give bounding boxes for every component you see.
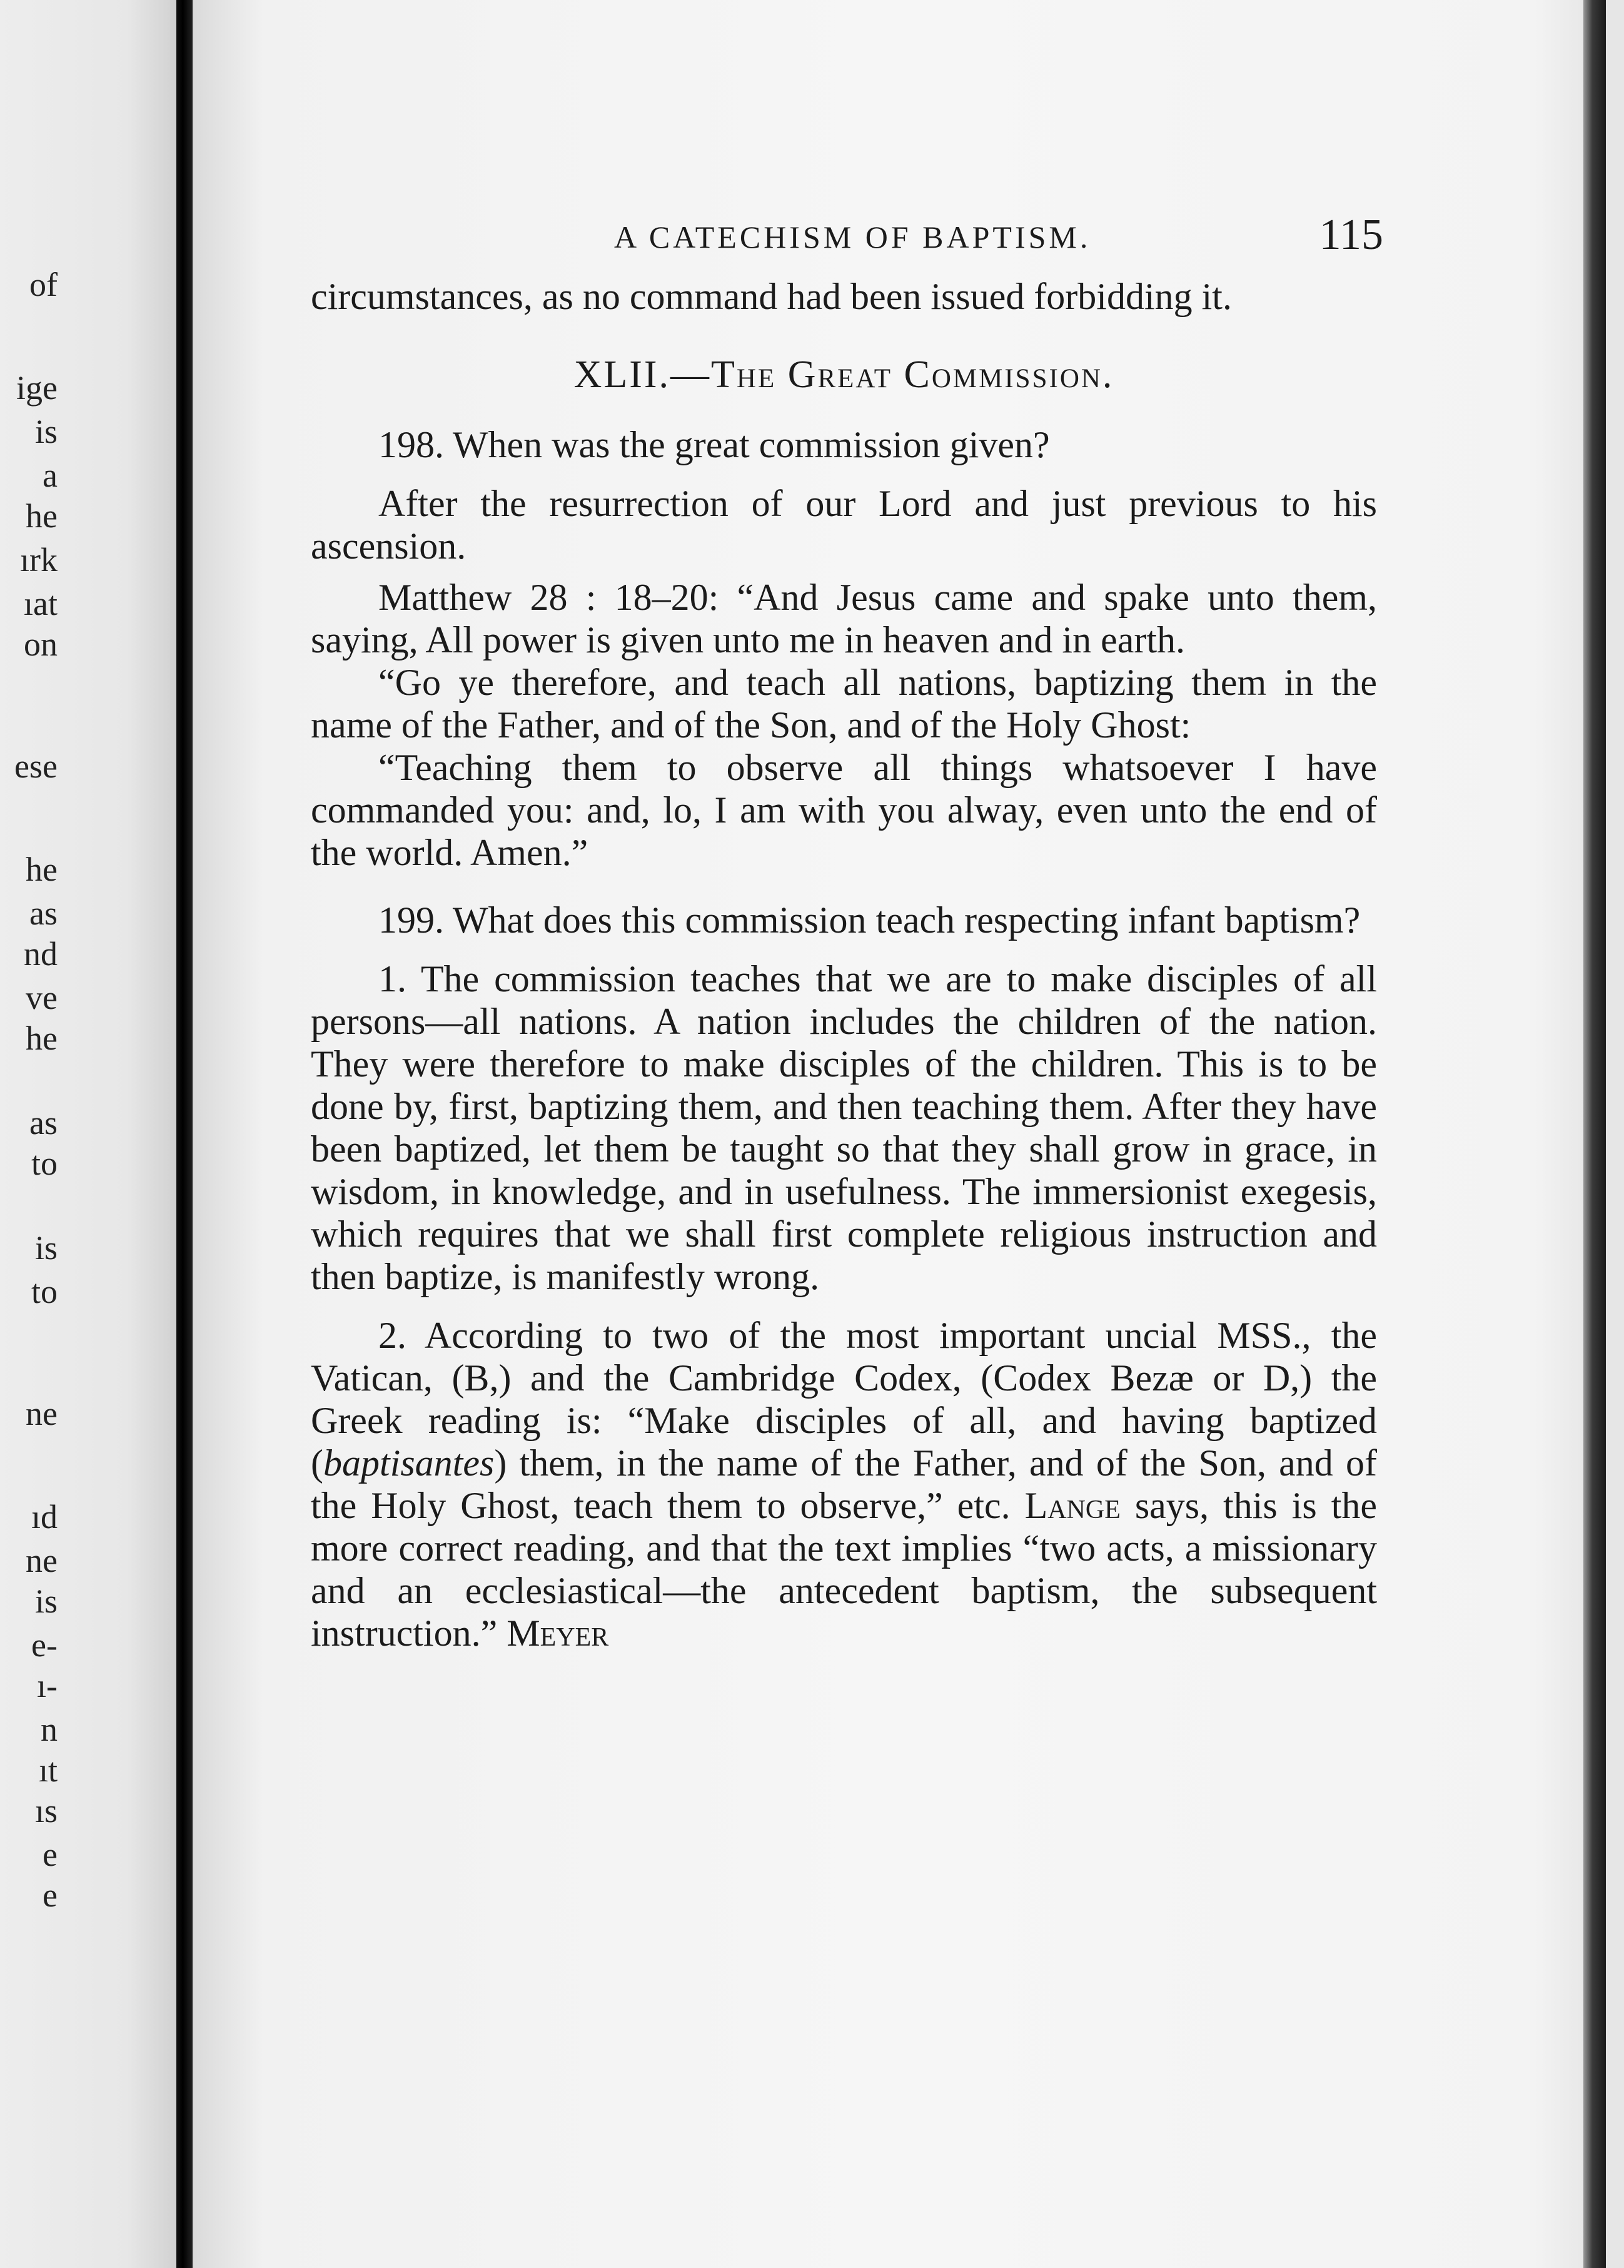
left-page (0, 0, 181, 2268)
answer-199-point-1: 1. The commission teaches that we are to make disciples of all persons—all nations. A nation includes the children of the nation. They were therefore to make disciples of the children. This is to be done by, first, baptizing them, and then teaching them. After they have been baptized, let them be taught so that they shall grow in grace, in wisdom, in knowledge, and in usefulness. The immersionist exegesis, which requires that we shall first complete religious instruction and then baptize, is manifestly wrong. (311, 958, 1377, 1297)
question-199: 199. What does this commission teach respecting infant baptism? (378, 899, 1361, 941)
margin-fragment: is (34, 413, 58, 450)
margin-fragment: ıs (34, 1792, 58, 1830)
answer-199-point-2-text-c: says, this is the more correct reading, and that the text implies “two acts, a missionary and an ecclesiastical—the antecedent baptism, the subsequent instruction.” (311, 1485, 1377, 1654)
margin-fragment: of (29, 266, 58, 303)
page-edge (1583, 0, 1606, 2268)
margin-fragment: he (26, 851, 58, 888)
margin-fragment: e- (31, 1626, 58, 1664)
margin-fragment: he (26, 1020, 58, 1057)
margin-fragment: to (31, 1273, 58, 1310)
margin-fragment: ige (16, 369, 58, 407)
margin-fragment: ne (26, 1542, 58, 1579)
margin-fragment: e (43, 1876, 58, 1914)
answer-199-point-2-text-b: ) them, in the name of the Father, and of the Son, and of the Holy Ghost, teach them to observe,” etc. (311, 1442, 1377, 1526)
margin-fragment: is (34, 1582, 58, 1620)
margin-fragment: ne (26, 1395, 58, 1432)
carryover-paragraph: circumstances, as no command had been issued forbidding it. (311, 276, 1232, 317)
margin-fragment: ıat (24, 585, 58, 622)
margin-fragment: e (43, 1836, 58, 1873)
running-title: A CATECHISM OF BAPTISM. (614, 220, 1091, 255)
margin-fragment: nd (24, 935, 58, 973)
author-meyer: Meyer (507, 1612, 609, 1654)
margin-fragment: he (26, 497, 58, 535)
answer-198: After the resurrection of our Lord and just previous to his ascension. (311, 483, 1377, 567)
question-198: 198. When was the great commission given? (378, 424, 1050, 465)
margin-fragment: is (34, 1229, 58, 1267)
section-heading-title: The Great Commission. (711, 353, 1114, 396)
margin-fragment: ese (14, 747, 58, 785)
running-head (311, 206, 1383, 275)
author-lange: Lange (1024, 1485, 1121, 1526)
scripture-verse-18: Matthew 28 : 18–20: “And Jesus came and spake unto them, saying, All power is given unto me in heaven and in earth. (311, 577, 1377, 661)
margin-fragment: ırk (20, 541, 58, 579)
answer-199-point-2 (311, 1314, 1377, 1654)
margin-fragment: as (29, 1104, 58, 1142)
margin-fragment: on (24, 625, 58, 663)
margin-fragment: ve (26, 979, 58, 1016)
margin-fragment: to (31, 1145, 58, 1182)
margin-fragment: a (43, 457, 58, 494)
book-gutter (176, 0, 193, 2268)
greek-term: baptisantes (323, 1442, 495, 1484)
margin-fragment: ı- (37, 1667, 58, 1704)
section-heading-number: XLII.— (573, 353, 712, 396)
margin-fragment: as (29, 894, 58, 932)
page-number: 115 (1319, 211, 1383, 259)
page-text (311, 206, 1383, 1654)
answer-199-point-2-text-a: 2. According to two of the most important uncial MSS., the Vatican, (B,) and the Cambridge Codex, (Codex Bezæ or D,) the Greek reading is: “Make disciples of all, and having baptized ( (311, 1315, 1377, 1484)
margin-fragment: ıd (31, 1498, 58, 1536)
scripture-verse-19: “Go ye therefore, and teach all nations, baptizing them in the name of the Father, and of the Son, and of the Holy Ghost: (311, 662, 1377, 746)
margin-fragment: n (41, 1711, 58, 1748)
scripture-verse-20: “Teaching them to observe all things whatsoever I have commanded you: and, lo, I am with you alway, even unto the end of the world. Amen.” (311, 747, 1377, 873)
margin-fragment: ıt (38, 1751, 58, 1789)
section-heading (311, 353, 1377, 397)
